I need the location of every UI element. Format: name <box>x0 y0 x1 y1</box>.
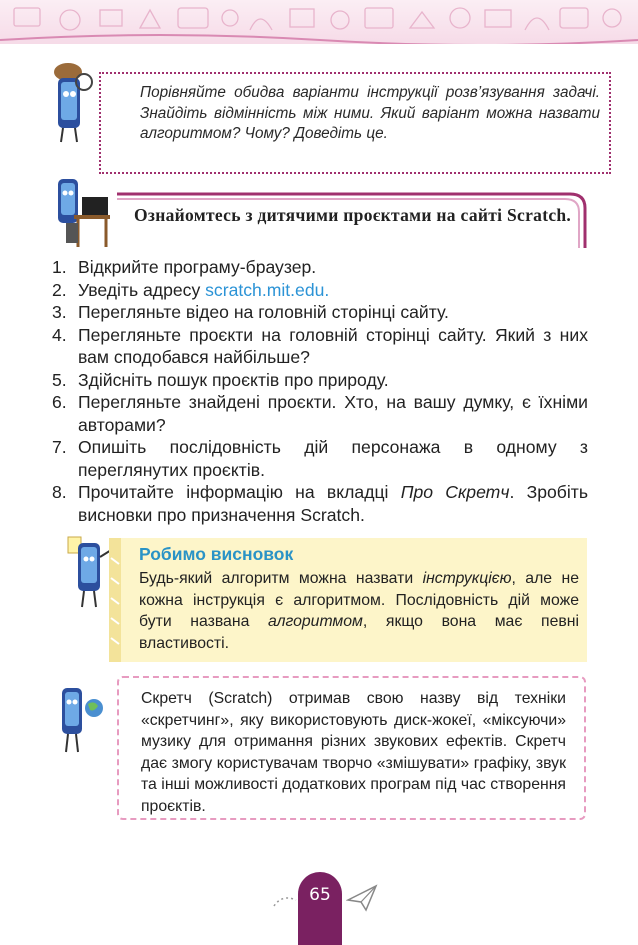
banner-doodles-icon <box>0 0 638 44</box>
info-text: Скретч (Scratch) отримав свою назву від техніки «скретчинг», яку використовують диск-жокеї, «міксуючи» музику для отримання різних звукових ефектів. Скретч дає змогу користувачам творчо «змішувати» графіку, звук та інші можливості додаткових програм під час створення проєктів. <box>141 690 566 815</box>
scratch-link[interactable]: scratch.mit.edu. <box>205 279 330 300</box>
step-number: 6. <box>52 392 67 412</box>
globe-mascot-icon <box>52 684 108 758</box>
conclusion-emphasis: інструкцією <box>422 570 512 587</box>
dotted-trail-icon <box>272 890 298 910</box>
conclusion-title: Робимо висновок <box>139 544 294 564</box>
step-text: Перегляньте знайдені проєкти. Хто, на вашу думку, є їхніми авторами? <box>78 392 588 435</box>
step-text: Здійсніть пошук проєктів про природу. <box>78 369 389 390</box>
step-number: 1. <box>52 257 67 277</box>
step-text: Опишіть послідовність дій персонажа в одному з переглянутих проєктів. <box>78 437 588 480</box>
step-item <box>52 481 588 526</box>
conclusion-text-part: Будь-який алгоритм можна назвати <box>139 570 423 587</box>
prompt-text: Порівняйте обидва варіанти інструкції розв’язування задачі. Знайдіть відмінність між ними. Який варіант можна назвати алгоритмом? Чому? Доведіть це. <box>140 84 600 142</box>
conclusion-edge-decor <box>109 538 121 662</box>
task-heading: Ознайомтесь з дитячими проєктами на сайті Scratch. <box>134 205 572 225</box>
step-emphasis: Про Скретч <box>400 482 510 502</box>
step-number: 7. <box>52 437 67 457</box>
step-item <box>52 391 588 436</box>
step-number: 3. <box>52 302 67 322</box>
prompt-box <box>99 72 611 174</box>
step-item <box>52 369 588 392</box>
step-text: . Зробіть висновки про призначення Scratch. <box>78 482 588 525</box>
page-number: 65 <box>309 885 331 905</box>
step-text: Перегляньте відео на головній сторінці сайту. <box>78 302 449 322</box>
detective-mascot-icon <box>48 58 96 148</box>
page-number-tab <box>298 872 342 945</box>
step-number: 4. <box>52 324 67 345</box>
step-item <box>52 301 588 324</box>
step-number: 8. <box>52 482 67 502</box>
computer-mascot-icon <box>52 175 112 253</box>
step-text: Прочитайте інформацію на вкладці <box>78 482 401 502</box>
paper-plane-icon <box>346 884 378 912</box>
step-item <box>52 436 588 481</box>
step-item <box>52 324 588 369</box>
conclusion-text-part: , але не кожна інструкція є алгоритмом. Послідовність дій може бути названа <box>139 570 580 630</box>
step-number: 2. <box>52 279 67 300</box>
step-number: 5. <box>52 369 67 390</box>
conclusion-text <box>139 568 579 654</box>
step-text: Відкрийте програму-браузер. <box>78 257 317 277</box>
info-box <box>117 676 586 820</box>
task-steps <box>52 256 588 526</box>
conclusion-text-part: , якщо вона має певні властивості. <box>139 613 579 652</box>
conclusion-box <box>109 538 587 662</box>
step-text: Перегляньте проєкти на головній сторінці сайту. Який з них вам сподобався найбільше? <box>78 324 588 367</box>
step-text: Уведіть адресу <box>78 279 206 300</box>
step-item <box>52 256 588 279</box>
top-banner <box>0 0 638 44</box>
step-item <box>52 279 588 302</box>
conclusion-emphasis: алгоритмом <box>267 613 363 630</box>
